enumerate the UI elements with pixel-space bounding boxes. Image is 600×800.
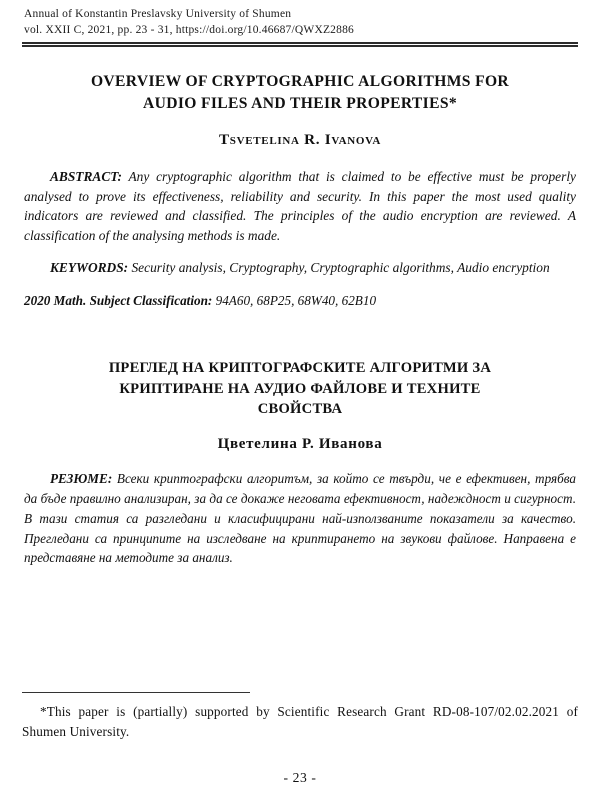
resume-text: Всеки криптографски алгоритъм, за който се твърди, че е ефективен, трябва да бъде правилно анализиран, за да се докаже неговата ефективност, надеждност и сигурност. В тази статия са разгледани и класифицирани най-използваните показатели за качество. Прегледани са принципите на изследване на криптирането на звукови файлове. Направена е представяне на методите за анализ. [24, 471, 576, 566]
title-bulgarian-line-3: СВОЙСТВА [257, 401, 343, 418]
author-name-english: Tsvetelina R. Ivanova [218, 131, 382, 149]
title-bulgarian-line-1: ПРЕГЛЕД НА КРИПТОГРАФСКИТЕ АЛГОРИТМИ ЗА [108, 360, 492, 377]
keywords-label: KEYWORDS: [50, 260, 129, 276]
msc-classification-section [22, 291, 578, 310]
journal-name-line: Annual of Konstantin Preslavsky University of Shumen [24, 8, 292, 20]
abstract-label: ABSTRACT: [50, 169, 122, 185]
msc-codes: 94A60, 68P25, 68W40, 62B10 [212, 292, 377, 308]
abstract-text: Any cryptographic algorithm that is claimed to be effective must be properly analysed to prove its effectiveness, reliability and security. In this paper the most used quality indicators are reviewed and classified. The principles of the audio encryption are reviewed. A classification of the analysing methods is made. [24, 169, 576, 243]
title-english-line-1: OVERVIEW OF CRYPTOGRAPHIC ALGORITHMS FOR [90, 73, 510, 91]
keywords-text: Security analysis, Cryptography, Cryptographic algorithms, Audio encryption [128, 260, 550, 276]
journal-volume-doi-line: vol. XXII C, 2021, pp. 23 - 31, https://doi.org/10.46687/QWXZ2886 [24, 24, 354, 37]
footnote-area [22, 692, 578, 742]
title-english-line-2: AUDIO FILES AND THEIR PROPERTIES* [143, 94, 457, 112]
author-name-bulgarian: Цветелина Р. Иванова [217, 436, 383, 453]
resume-label: РЕЗЮМЕ: [50, 471, 113, 487]
resume-section [22, 469, 578, 568]
footnote-text: *This paper is (partially) supported by Scientific Research Grant RD-08-107/02.02.2021 of Shumen University. [22, 704, 578, 740]
keywords-section [22, 258, 578, 278]
msc-label: 2020 Math. Subject Classification: [24, 292, 213, 308]
header-divider [22, 42, 578, 47]
title-bulgarian-line-2: КРИПТИРАНЕ НА АУДИО ФАЙЛОВЕ И ТЕХНИТЕ [119, 380, 481, 397]
journal-running-head [22, 6, 578, 39]
page-title-bulgarian [22, 358, 578, 420]
footnote-divider [22, 692, 250, 693]
page-number: - 23 - [283, 770, 317, 785]
page-title-english [22, 71, 578, 114]
abstract-section [22, 167, 578, 245]
